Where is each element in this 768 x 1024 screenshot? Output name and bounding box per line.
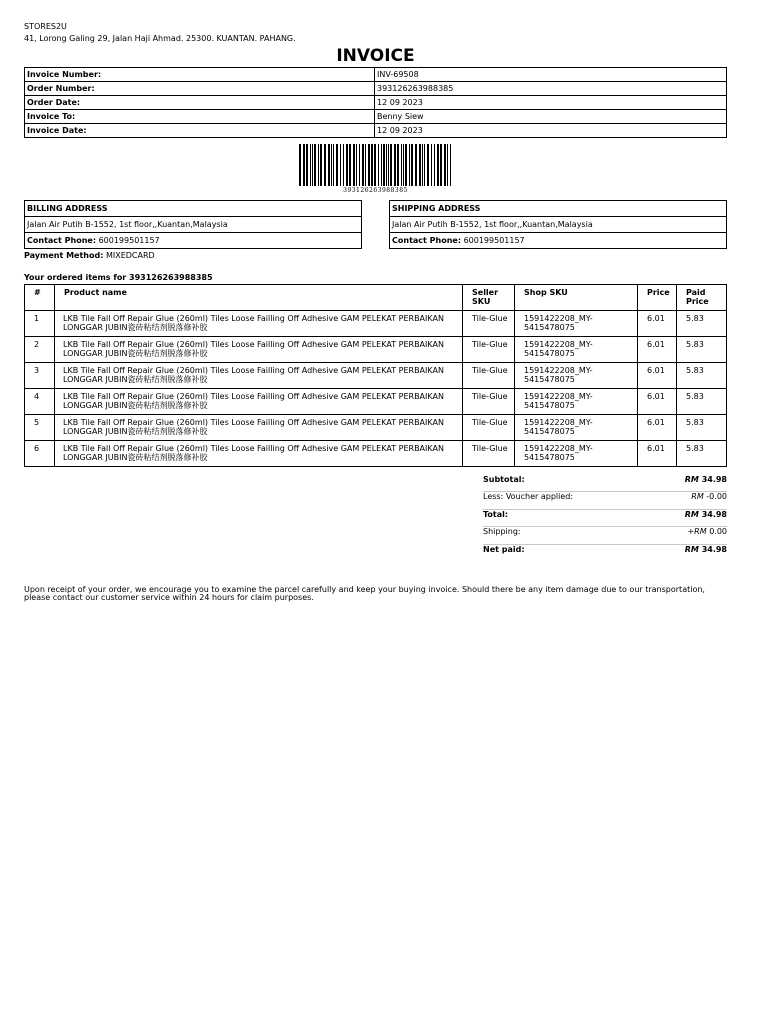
item-num: 3 — [25, 362, 55, 388]
total-label: Total: — [483, 509, 509, 519]
barcode-bar — [299, 144, 301, 186]
item-price: 6.01 — [638, 362, 677, 388]
barcode-bar — [368, 144, 370, 186]
item-row — [25, 388, 727, 414]
barcode-bar — [411, 144, 413, 186]
shipping-address: Jalan Air Putih B-1552, 1st floor,,Kuantan,Malaysia — [390, 217, 727, 233]
item-seller-sku: Tile-Glue — [463, 362, 515, 388]
barcode-bar — [359, 144, 360, 186]
billing-phone-cell — [25, 233, 362, 249]
barcode-bar — [383, 144, 385, 186]
store-name: STORES2U — [24, 22, 67, 31]
barcode-bar — [450, 144, 451, 186]
item-row — [25, 336, 727, 362]
item-num: 5 — [25, 414, 55, 440]
barcode-bar — [424, 144, 425, 186]
col-header-num: # — [25, 284, 55, 310]
subtotal-amount: RM 34.98 — [684, 474, 727, 484]
item-paid-price: 5.83 — [677, 310, 727, 336]
barcode-bar — [320, 144, 322, 186]
billing-heading: BILLING ADDRESS — [25, 201, 362, 217]
item-shop-sku: 1591422208_MY-5415478075 — [515, 362, 638, 388]
billing-address: Jalan Air Putih B-1552, 1st floor,,Kuantan,Malaysia — [25, 217, 362, 233]
item-seller-sku: Tile-Glue — [463, 414, 515, 440]
item-seller-sku: Tile-Glue — [463, 388, 515, 414]
item-paid-price: 5.83 — [677, 388, 727, 414]
info-label: Invoice To: — [25, 110, 375, 124]
barcode-bar — [340, 144, 341, 186]
item-paid-price: 5.83 — [677, 414, 727, 440]
shipping-phone-cell — [390, 233, 727, 249]
footer-note: Upon receipt of your order, we encourage you to examine the parcel carefully and keep your buying invoice. Should there be any item damage due to our transportation, please contact our customer service within 24 hours for claim purposes. — [24, 585, 705, 603]
payment-value: MIXEDCARD — [105, 251, 155, 261]
total-amount: RM 34.98 — [684, 509, 727, 519]
barcode-bar — [303, 144, 305, 186]
barcode-bar — [431, 144, 432, 186]
billing-phone: 600199501157 — [98, 236, 160, 246]
item-product-name: LKB Tile Fall Off Repair Glue (260ml) Tiles Loose Failling Off Adhesive GAM PELEKAT PERBAIKAN LONGGAR JUBIN瓷砖粘结剂脱落修补胶 — [55, 310, 463, 336]
barcode-bar — [381, 144, 382, 186]
item-num: 2 — [25, 336, 55, 362]
info-label: Invoice Number: — [25, 68, 375, 82]
item-shop-sku: 1591422208_MY-5415478075 — [515, 310, 638, 336]
barcode-bar — [378, 144, 379, 186]
barcode-bar — [328, 144, 330, 186]
barcode-bar — [405, 144, 407, 186]
barcode-bar — [346, 144, 348, 186]
info-value: Benny Siew — [375, 110, 727, 124]
barcode-bar — [444, 144, 446, 186]
barcode-bar — [394, 144, 396, 186]
barcode-bar — [447, 144, 448, 186]
barcode-bar — [419, 144, 421, 186]
barcode-bar — [403, 144, 404, 186]
barcode-bar — [310, 144, 311, 186]
info-label: Invoice Date: — [25, 124, 375, 138]
ordered-items-heading: Your ordered items for 393126263988385 — [24, 272, 213, 282]
voucher-label: Less: Voucher applied: — [483, 492, 574, 502]
barcode-bar — [331, 144, 332, 186]
invoice-title: INVOICE — [336, 46, 415, 67]
subtotal-label: Subtotal: — [483, 474, 525, 484]
voucher-amount: RM -0.00 — [691, 492, 727, 502]
net-paid-row — [483, 545, 727, 562]
info-value: 12 09 2023 — [375, 124, 727, 138]
item-price: 6.01 — [638, 388, 677, 414]
item-product-name: LKB Tile Fall Off Repair Glue (260ml) Tiles Loose Failling Off Adhesive GAM PELEKAT PERBAIKAN LONGGAR JUBIN瓷砖粘结剂脱落修补胶 — [55, 388, 463, 414]
item-seller-sku: Tile-Glue — [463, 310, 515, 336]
barcode-bar — [440, 144, 442, 186]
totals-section — [483, 475, 727, 562]
shipping-address-block — [389, 200, 727, 249]
voucher-row — [483, 492, 727, 510]
item-num: 4 — [25, 388, 55, 414]
barcode-bar — [365, 144, 366, 186]
barcode-bar — [362, 144, 364, 186]
col-header-shop-sku: Shop SKU — [515, 284, 638, 310]
invoice-page — [24, 22, 727, 603]
barcode-bar — [397, 144, 399, 186]
items-header-row — [25, 284, 727, 310]
total-row — [483, 510, 727, 528]
barcode-bar — [353, 144, 355, 186]
item-price: 6.01 — [638, 310, 677, 336]
barcode-bar — [324, 144, 326, 186]
barcode-bar — [306, 144, 308, 186]
barcode-bar — [401, 144, 402, 186]
item-shop-sku: 1591422208_MY-5415478075 — [515, 336, 638, 362]
item-product-name: LKB Tile Fall Off Repair Glue (260ml) Tiles Loose Failling Off Adhesive GAM PELEKAT PERBAIKAN LONGGAR JUBIN瓷砖粘结剂脱落修补胶 — [55, 414, 463, 440]
net-paid-label: Net paid: — [483, 544, 525, 554]
col-header-price: Price — [638, 284, 677, 310]
barcode-number: 393126263988385 — [343, 187, 408, 195]
item-seller-sku: Tile-Glue — [463, 440, 515, 466]
shipping-fee-amount: +RM 0.00 — [687, 527, 727, 537]
barcode-bar — [388, 144, 389, 186]
item-seller-sku: Tile-Glue — [463, 336, 515, 362]
billing-phone-label: Contact Phone: — [27, 236, 97, 246]
barcode-bar — [415, 144, 417, 186]
info-row — [25, 110, 727, 124]
shipping-phone-label: Contact Phone: — [392, 236, 462, 246]
shipping-phone: 600199501157 — [463, 236, 525, 246]
payment-method — [24, 251, 727, 261]
col-header-product: Product name — [55, 284, 463, 310]
item-row — [25, 414, 727, 440]
item-num: 1 — [25, 310, 55, 336]
barcode-bar — [314, 144, 316, 186]
barcode-bar — [356, 144, 357, 186]
barcode-bar — [374, 144, 376, 186]
barcode-bar — [312, 144, 313, 186]
info-value: INV-69508 — [375, 68, 727, 82]
info-row — [25, 68, 727, 82]
item-price: 6.01 — [638, 440, 677, 466]
item-shop-sku: 1591422208_MY-5415478075 — [515, 440, 638, 466]
order-barcode — [299, 144, 453, 194]
item-paid-price: 5.83 — [677, 336, 727, 362]
info-label: Order Date: — [25, 96, 375, 110]
item-row — [25, 440, 727, 466]
barcode-bar — [343, 144, 344, 186]
item-price: 6.01 — [638, 336, 677, 362]
item-shop-sku: 1591422208_MY-5415478075 — [515, 388, 638, 414]
item-row — [25, 310, 727, 336]
item-product-name: LKB Tile Fall Off Repair Glue (260ml) Tiles Loose Failling Off Adhesive GAM PELEKAT PERBAIKAN LONGGAR JUBIN瓷砖粘结剂脱落修补胶 — [55, 336, 463, 362]
address-section — [24, 200, 727, 249]
barcode-bar — [390, 144, 392, 186]
barcode-bar — [318, 144, 319, 186]
items-body — [25, 310, 727, 466]
col-header-paid-price: Paid Price — [677, 284, 727, 310]
shipping-row — [483, 527, 727, 545]
shipping-heading: SHIPPING ADDRESS — [390, 201, 727, 217]
item-paid-price: 5.83 — [677, 362, 727, 388]
barcode-bar — [386, 144, 387, 186]
payment-label: Payment Method: — [24, 251, 104, 261]
info-value: 12 09 2023 — [375, 96, 727, 110]
barcode-bar — [333, 144, 334, 186]
net-paid-amount: RM 34.98 — [684, 544, 727, 554]
invoice-info-table — [24, 67, 727, 138]
items-table — [24, 284, 727, 467]
info-label: Order Number: — [25, 82, 375, 96]
info-row — [25, 96, 727, 110]
billing-address-block — [24, 200, 362, 249]
barcode-bar — [434, 144, 435, 186]
info-row — [25, 82, 727, 96]
barcode-bar — [409, 144, 410, 186]
barcode-bar — [371, 144, 373, 186]
item-num: 6 — [25, 440, 55, 466]
item-shop-sku: 1591422208_MY-5415478075 — [515, 414, 638, 440]
barcode-bar — [422, 144, 423, 186]
info-value: 393126263988385 — [375, 82, 727, 96]
item-row — [25, 362, 727, 388]
barcode-bar — [336, 144, 338, 186]
col-header-seller-sku: Seller SKU — [463, 284, 515, 310]
item-paid-price: 5.83 — [677, 440, 727, 466]
item-product-name: LKB Tile Fall Off Repair Glue (260ml) Tiles Loose Failling Off Adhesive GAM PELEKAT PERBAIKAN LONGGAR JUBIN瓷砖粘结剂脱落修补胶 — [55, 362, 463, 388]
info-row — [25, 124, 727, 138]
shipping-fee-label: Shipping: — [483, 527, 521, 537]
item-product-name: LKB Tile Fall Off Repair Glue (260ml) Tiles Loose Failling Off Adhesive GAM PELEKAT PERBAIKAN LONGGAR JUBIN瓷砖粘结剂脱落修补胶 — [55, 440, 463, 466]
item-price: 6.01 — [638, 414, 677, 440]
barcode-image — [299, 144, 453, 186]
subtotal-row — [483, 475, 727, 493]
barcode-bar — [437, 144, 439, 186]
barcode-bar — [427, 144, 429, 186]
store-address: 41, Lorong Galing 29, Jalan Haji Ahmad. 25300. KUANTAN. PAHANG. — [24, 33, 296, 43]
barcode-bar — [349, 144, 351, 186]
